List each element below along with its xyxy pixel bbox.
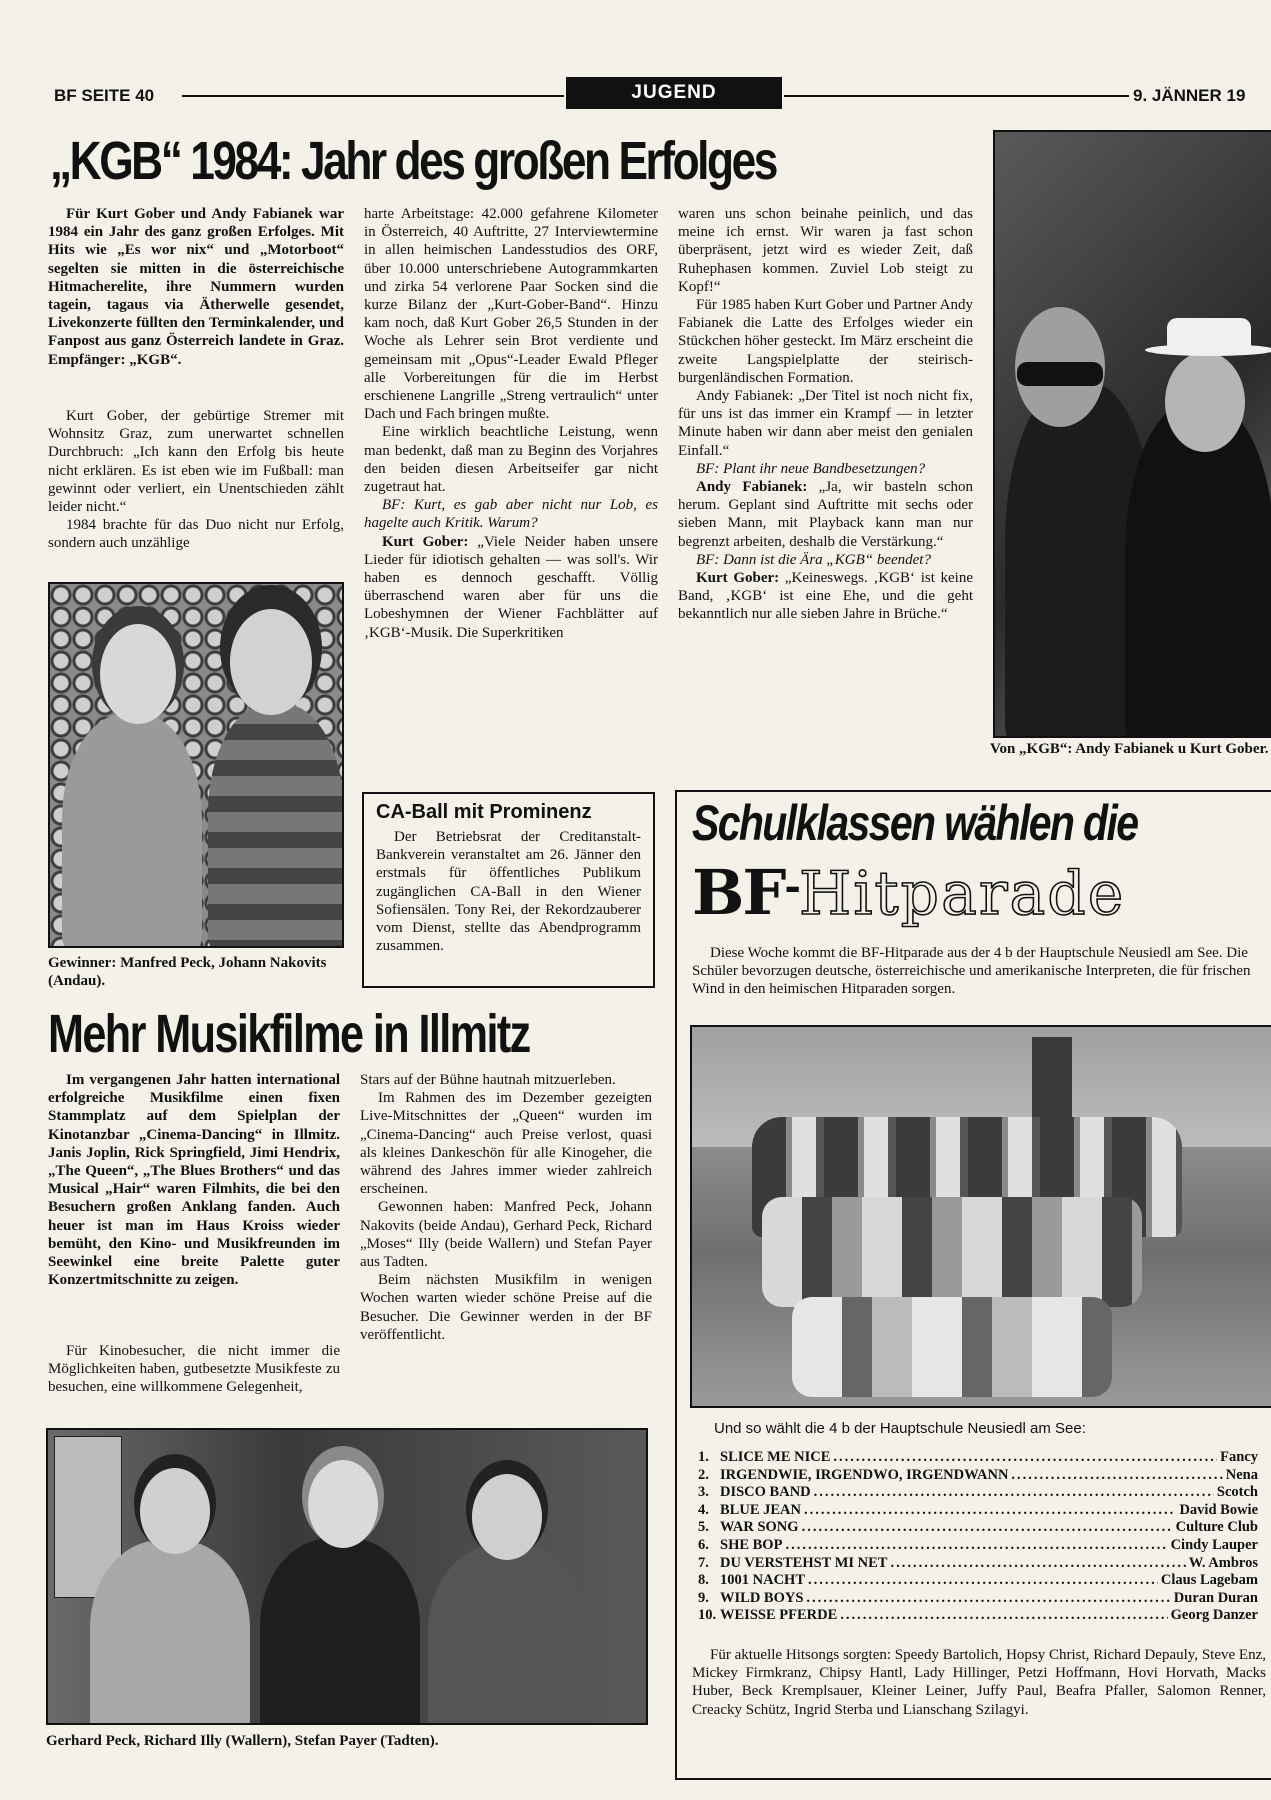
chart-entry [698,1555,1258,1573]
chart-artist: Duran Duran [1173,1589,1258,1606]
kgb-column-1 [48,205,344,369]
person-figure [1125,402,1271,738]
chart-rank: 10. [698,1607,717,1624]
kgb-headline: „KGB“ 1984: Jahr des großen Erfolges [50,131,776,191]
prize-winners-caption: Gerhard Peck, Richard Illy (Wallern), Stefan Payer (Tadten). [46,1733,439,1749]
chart-dots [808,1572,1158,1589]
hitparade-credits [692,1646,1266,1719]
hitparade-chart [698,1449,1258,1625]
chart-artist: Cindy Lauper [1170,1536,1258,1553]
chart-rank: 2. [698,1466,709,1483]
kgb-answer: „Ja, wir basteln schon herum. Geplant sind Auftritte mit sechs oder sieben Mann, mit Playback kann man nur begrenzt arbeiten, deshalb die Verstärkung.“ [678,479,973,550]
kgb-paragraph: Für 1985 haben Kurt Gober und Partner Andy Fabianek die Latte des Erfolges wieder ein Stückchen höher gesteckt. Im März erscheint die zweite Langspielplatte der steirisch-burgenländischen Formation. [678,297,973,386]
chart-rank: 3. [698,1484,709,1501]
chart-artist: Georg Danzer [1170,1607,1258,1624]
kgb-duo-photo [993,130,1271,738]
chart-entry [698,1519,1258,1537]
chart-title: SHE BOP [720,1536,783,1553]
chart-title: WAR SONG [720,1519,799,1536]
chart-rank: 6. [698,1536,709,1553]
kgb-question: BF: Kurt, es gab aber nicht nur Lob, es hagelte auch Kritik. Warum? [364,497,658,532]
person-head [140,1468,210,1554]
chart-dots [840,1607,1167,1624]
bf-logo-hyphen: - [784,863,800,910]
chart-title: DISCO BAND [720,1484,811,1501]
chart-dots [1011,1467,1222,1484]
chart-rank: 9. [698,1589,709,1606]
chart-dots [804,1502,1176,1519]
winners-photo [48,582,344,948]
chart-artist: Fancy [1220,1449,1258,1465]
chart-rank: 7. [698,1554,709,1571]
chart-artist: Claus Lagebam [1160,1572,1258,1589]
hat-crown [1167,318,1251,350]
chart-rank: 8. [698,1572,709,1589]
kgb-answer: „Viele Neider haben unsere Lieder für idiotisch gehalten — was soll's. Wir haben es dennoch geschafft. Völlig überraschend waren aber für uns die Lobeshymnen der Wiener Fachblätter auf ‚KGB‘-Musik. Die Superkritiken [364,533,659,641]
kgb-speaker: Andy Fabianek: [696,479,808,496]
chart-rank: 5. [698,1519,709,1536]
ca-ball-body [376,828,641,955]
ca-ball-paragraph: Der Betriebsrat der Creditanstalt-Bankverein veranstaltet am 26. Jänner den erstmals für öffentliches Publikum zugänglichen CA-Ball in den Wiener Sofiensälen. Tony Rei, der Rekordzauberer vom Dienst, stellte das Abendprogramm zusammen. [376,829,641,955]
header-rule-left [182,95,564,97]
kgb-question: BF: Plant ihr neue Bandbesetzungen? [696,460,926,477]
students-middle-row [762,1197,1142,1307]
hitparade-logo [692,856,1126,929]
kgb-answer: „Keineswegs. ‚KGB‘ ist keine Band, ‚KGB‘ ist eine Ehe, und die geht bekanntlich nur alle sieben Jahre in Brüche.“ [678,570,974,623]
kgb-column-2 [364,205,658,642]
kgb-paragraph: Andy Fabianek: „Der Titel ist noch nicht fix, für uns ist das immer ein Krampf — in letzter Minute haben wir dann aber meist den genialen Einfall.“ [678,388,973,459]
person-head [230,609,312,715]
kgb-photo-caption: Von „KGB“: Andy Fabianek u Kurt Gober. [990,741,1269,757]
kgb-paragraph: waren uns schon beinahe peinlich, und das meine ich ernst. Wir waren ja fast schon überpräsent, jetzt wird es wieder Zeit, daß Ruhephasen kommen. Zuviel Lob steigt zu Kopf!“ [678,206,973,295]
chart-entry [698,1607,1258,1625]
chart-intro: Und so wählt die 4 b der Hauptschule Neusiedl am See: [714,1420,1086,1437]
musikfilme-paragraph: Im Rahmen des im Dezember gezeigten Live-Mitschnittes der „Queen“ wurden im „Cinema-Dancing“ auch Preise verlost, quasi als kleines Dankeschön für alle Kinogeher, die während des Jahres immer wieder zahlreich erscheinen. [360,1090,652,1198]
chart-artist: W. Ambros [1188,1554,1258,1571]
bf-logo-text: BF [692,856,785,929]
chart-title: BLUE JEAN [720,1501,801,1518]
hitparade-intro [692,944,1262,999]
hitparade-headline: Schulklassen wählen die [692,795,1138,851]
person-figure [208,704,344,948]
kgb-paragraph: harte Arbeitstage: 42.000 gefahrene Kilometer in Österreich, 40 Auftritte, 27 Interviewtermine in allen heimischen Landesstudios des ORF, über 10.000 unterschriebene Autogrammkarten und zirka 54 verlorene Paar Socken sind die kurze Bilanz der „Kurt-Gober-Band“. Hinzu kam noch, daß Kurt Gober 26,5 Stunden in der Woche als Lehrer sein Brot verdiente und gemeinsam mit „Opus“-Leader Ewald Pfleger alle Vorbereitungen für die im Herbst erschienene Langrille „Streng vertraulich“ unter Dach und Fach bringen mußte. [364,206,658,423]
musikfilme-paragraph: Stars auf der Bühne hautnah mitzuerleben. [360,1072,616,1088]
person-figure [62,714,202,948]
chart-dots [814,1484,1214,1501]
musikfilme-paragraph: Gewonnen haben: Manfred Peck, Johann Nakovits (beide Andau), Gerhard Peck, Richard „Moses“ Illy (beide Wallern) und Stefan Payer aus Tadten. [360,1199,652,1271]
chart-title: IRGENDWIE, IRGENDWO, IRGENDWANN [720,1466,1009,1483]
chart-title: DU VERSTEHST MI NET [720,1554,888,1571]
section-tag: JUGEND [566,77,782,109]
person-head [308,1460,378,1548]
chart-entry [698,1484,1258,1502]
chart-entry [698,1537,1258,1555]
kgb-paragraph: 1984 brachte für das Duo nicht nur Erfolg, sondern auch unzählige [48,517,344,552]
ca-ball-title: CA-Ball mit Prominenz [376,801,592,823]
chart-entry [698,1502,1258,1520]
hitparade-credits-text: Für aktuelle Hitsongs sorgten: Speedy Bartolich, Hopsy Christ, Richard Depauly, Steve Enz, Mickey Firmkranz, Chipsy Hantl, Lady Hillinger, Petzi Hoffmann, Hovi Horvath, Macks Huber, Beck Kremplsauer, Kleiner Leiner, Juffy Paul, Beafra Pfaller, Salomon Renner, Creacky Schütz, Ingrid Sterba und Lianschang Szilagyi. [692,1647,1266,1718]
chart-dots [785,1537,1167,1554]
musikfilme-column-1-body [48,1342,340,1397]
chart-artist: Scotch [1216,1484,1258,1501]
person-figure [428,1544,588,1725]
chart-entry [698,1449,1258,1467]
chart-title: 1001 NACHT [720,1572,805,1589]
person-head [1165,352,1245,452]
musikfilme-paragraph: Beim nächsten Musikfilm in wenigen Wochen warten wieder schöne Preise auf die Besucher. Die Gewinner werden in der BF veröffentlicht. [360,1272,652,1343]
kgb-lead: Für Kurt Gober und Andy Fabianek war 1984 ein Jahr des ganz großen Erfolges. Mit Hits wie „Es wor nix“ und „Motorboot“ segelten sie mitten in die österreichische Hitmacherelite, ihre Nummern wurden tagein, tagaus via Ätherwelle gesendet, Livekonzerte füllten den Terminkalender, und Fanpost aus ganz Österreich landete in Graz. Empfänger: „KGB“. [48,206,344,368]
winners-caption: Gewinner: Manfred Peck, Johann Nakovits (Andau). [48,955,327,989]
kgb-question: BF: Dann ist die Ära „KGB“ beendet? [696,551,931,568]
header-rule-right [784,95,1129,97]
chart-entry [698,1467,1258,1485]
musikfilme-lead: Im vergangenen Jahr hatten international erfolgreiche Musikfilme einen fixen Stammplatz auf dem Spielplan der Kinotanzbar „Cinema-Dancing“ in Illmitz. Janis Joplin, Rick Springfield, Jimi Hendrix, „The Queen“, „The Blues Brothers“ und das Musical „Hair“ waren Filmhits, die bei den Besuchern großen Anklang fanden. Auch heuer ist man im Haus Kroiss wieder bemüht, den Kino- und Musikfreunden im Seewinkel eine breite Palette guter Konzertmitschnitte zu zeigen. [48,1072,340,1289]
chart-dots [806,1590,1170,1607]
prize-winners-photo [46,1428,648,1725]
chart-title: WILD BOYS [720,1589,804,1606]
person-figure [260,1538,420,1725]
chart-dots [890,1555,1185,1572]
class-photo [690,1025,1271,1408]
chart-title: WEISSE PFERDE [720,1607,838,1624]
chart-artist: Nena [1225,1466,1258,1483]
chart-title: SLICE ME NICE [720,1449,831,1465]
chart-entry [698,1572,1258,1590]
person-head [100,624,176,724]
ca-ball-box [362,792,655,988]
musikfilme-column-2 [360,1071,652,1344]
chart-artist: Culture Club [1175,1519,1258,1536]
hitparade-word: Hitparade [799,859,1126,929]
page-number: BF SEITE 40 [54,86,155,105]
kgb-paragraph: Eine wirklich beachtliche Leistung, wenn man bedenkt, daß man zu Beginn des Vorjahres den beiden diesen Arbeitseifer gar nicht zugetraut hat. [364,424,658,496]
musikfilme-paragraph: Für Kinobesucher, die nicht immer die Möglichkeiten haben, gutbesetzte Musikfeste zu besuchen, eine willkommene Gelegenheit, [48,1343,340,1396]
chart-dots [802,1519,1173,1536]
kgb-column-1-body [48,407,344,553]
sunglasses [1017,362,1103,386]
chart-rank: 1. [698,1449,709,1465]
chart-rank: 4. [698,1501,709,1518]
chart-dots [833,1449,1217,1466]
students-front-row [792,1297,1112,1397]
musikfilme-column-1 [48,1071,340,1289]
person-figure [90,1540,250,1725]
kgb-speaker: Kurt Gober: [696,570,780,587]
chart-artist: David Bowie [1179,1501,1258,1518]
person-head [472,1474,542,1560]
kgb-paragraph: Kurt Gober, der gebürtige Stremer mit Wohnsitz Graz, zum unerwartet schnellen Durchbruch: „Ich kann den Erfolg bis heute nicht erklären. Es ist eben wie im Fußball: man gewinnt oder verliert, ein Unentschieden zählt leider nicht.“ [48,408,344,516]
kgb-speaker: Kurt Gober: [382,533,469,550]
chart-entry [698,1590,1258,1608]
hitparade-intro-text: Diese Woche kommt die BF-Hitparade aus der 4 b der Hauptschule Neusiedl am See. Die Schüler bevorzugen deutsche, österreichische und amerikanische Interpreten, die für frischen Wind in den heimischen Hitparaden sorgen. [692,945,1251,998]
musikfilme-headline: Mehr Musikfilme in Illmitz [48,1004,530,1064]
issue-date: 9. JÄNNER 19 [1133,86,1246,105]
kgb-column-3 [678,205,973,624]
